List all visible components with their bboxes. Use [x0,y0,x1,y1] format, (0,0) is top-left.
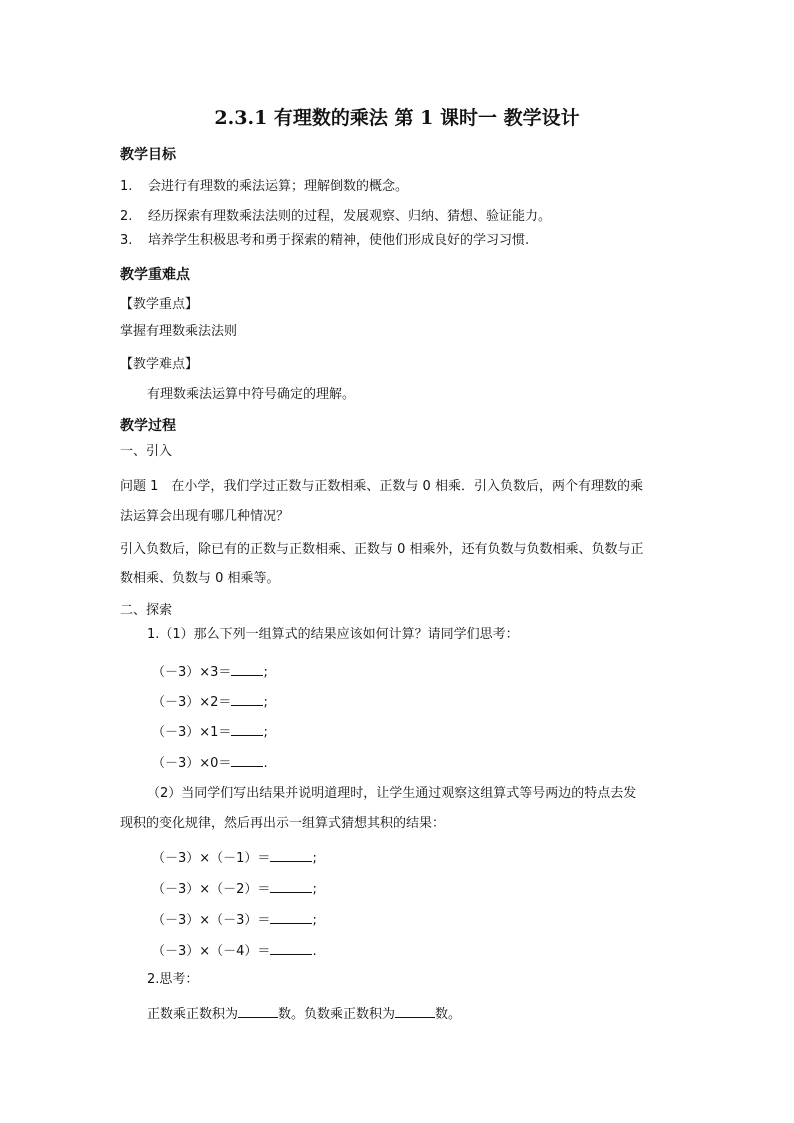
objectives-heading: 教学目标 [120,147,176,163]
objective-number: 1. [120,179,133,194]
equation-expression: （－3）×1＝ [152,725,232,740]
equation-end-mark: ; [312,851,317,866]
answer-blank [238,1005,278,1018]
answer-blank [231,693,263,706]
key-points-heading: 教学重难点 [120,267,190,283]
objective-number: 3. [120,233,133,248]
equation-expression: （－3）×（－3）＝ [152,913,271,928]
answer-blank [231,754,263,767]
explore-paragraph-2-line-1: （2）当同学们写出结果并说明道理时，让学生通过观察这组算式等号两边的特点去发 [147,786,637,801]
equation-row [152,723,268,739]
difficulty-label: 【教学难点】 [120,357,199,372]
answer-blank [395,1005,435,1018]
objective-item-1 [120,180,408,193]
answer-blank [270,911,312,924]
equation-end-mark: ; [263,725,268,740]
answer-blank [270,880,312,893]
equation-expression: （－3）×3＝ [152,665,232,680]
equation-row [152,754,268,770]
answer-blank [270,849,312,862]
think-text-part-1: 正数乘正数积为 [147,1007,239,1022]
explore-label: 二、探索 [120,603,173,618]
equation-expression: （－3）×2＝ [152,695,232,710]
document-title: 2.3.1 有理数的乘法 第 1 课时一 教学设计 [214,107,580,129]
focus-text: 掌握有理数乘法法则 [120,324,238,339]
think-line [147,1005,461,1021]
answer-blank [231,723,263,736]
objective-text: 培养学生积极思考和勇于探索的精神，使他们形成良好的学习习惯. [148,233,530,248]
answer-line-2: 数相乘、负数与 0 相乘等。 [120,571,280,586]
equation-end-mark: . [312,944,317,959]
answer-blank [270,942,312,955]
equation-row [152,663,268,679]
objective-item-2 [120,210,551,223]
equation-row [152,849,317,865]
process-heading: 教学过程 [120,418,176,434]
think-text-part-2: 数。负数乘正数积为 [278,1007,396,1022]
equation-expression: （－3）×（－4）＝ [152,944,271,959]
equation-row [152,942,317,958]
objective-text: 经历探索有理数乘法法则的过程，发展观察、归纳、猜想、验证能力。 [148,209,552,224]
equation-expression: （－3）×（－1）＝ [152,851,271,866]
explore-paragraph-1: 1.（1）那么下列一组算式的结果应该如何计算？请同学们思考： [147,627,519,642]
question-1-line-2: 法运算会出现有哪几种情况？ [120,509,290,524]
equation-end-mark: ; [263,665,268,680]
think-text-part-3: 数。 [435,1007,462,1022]
equation-end-mark: ; [312,913,317,928]
equation-expression: （－3）×0＝ [152,756,232,771]
equation-end-mark: ; [312,882,317,897]
focus-label: 【教学重点】 [120,297,199,312]
equation-end-mark: ; [263,695,268,710]
intro-label: 一、引入 [120,444,173,459]
equation-row [152,911,317,927]
objective-item-3 [120,234,529,247]
explore-paragraph-2-line-2: 现积的变化规律，然后再出示一组算式猜想其积的结果： [120,816,446,831]
think-label: 2.思考： [147,972,199,987]
answer-blank [231,663,263,676]
equation-row [152,693,268,709]
difficulty-text: 有理数乘法运算中符号确定的理解。 [147,387,356,402]
answer-line-1: 引入负数后，除已有的正数与正数相乘、正数与 0 相乘外，还有负数与负数相乘、负数与正 [120,542,644,557]
equation-expression: （－3）×（－2）＝ [152,882,271,897]
equation-row [152,880,317,896]
question-1-line-1: 问题 1 在小学，我们学过正数与正数相乘、正数与 0 相乘．引入负数后，两个有理数的乘 [120,479,643,494]
equation-end-mark: . [263,756,268,771]
objective-text: 会进行有理数的乘法运算；理解倒数的概念。 [148,179,409,194]
objective-number: 2. [120,209,133,224]
